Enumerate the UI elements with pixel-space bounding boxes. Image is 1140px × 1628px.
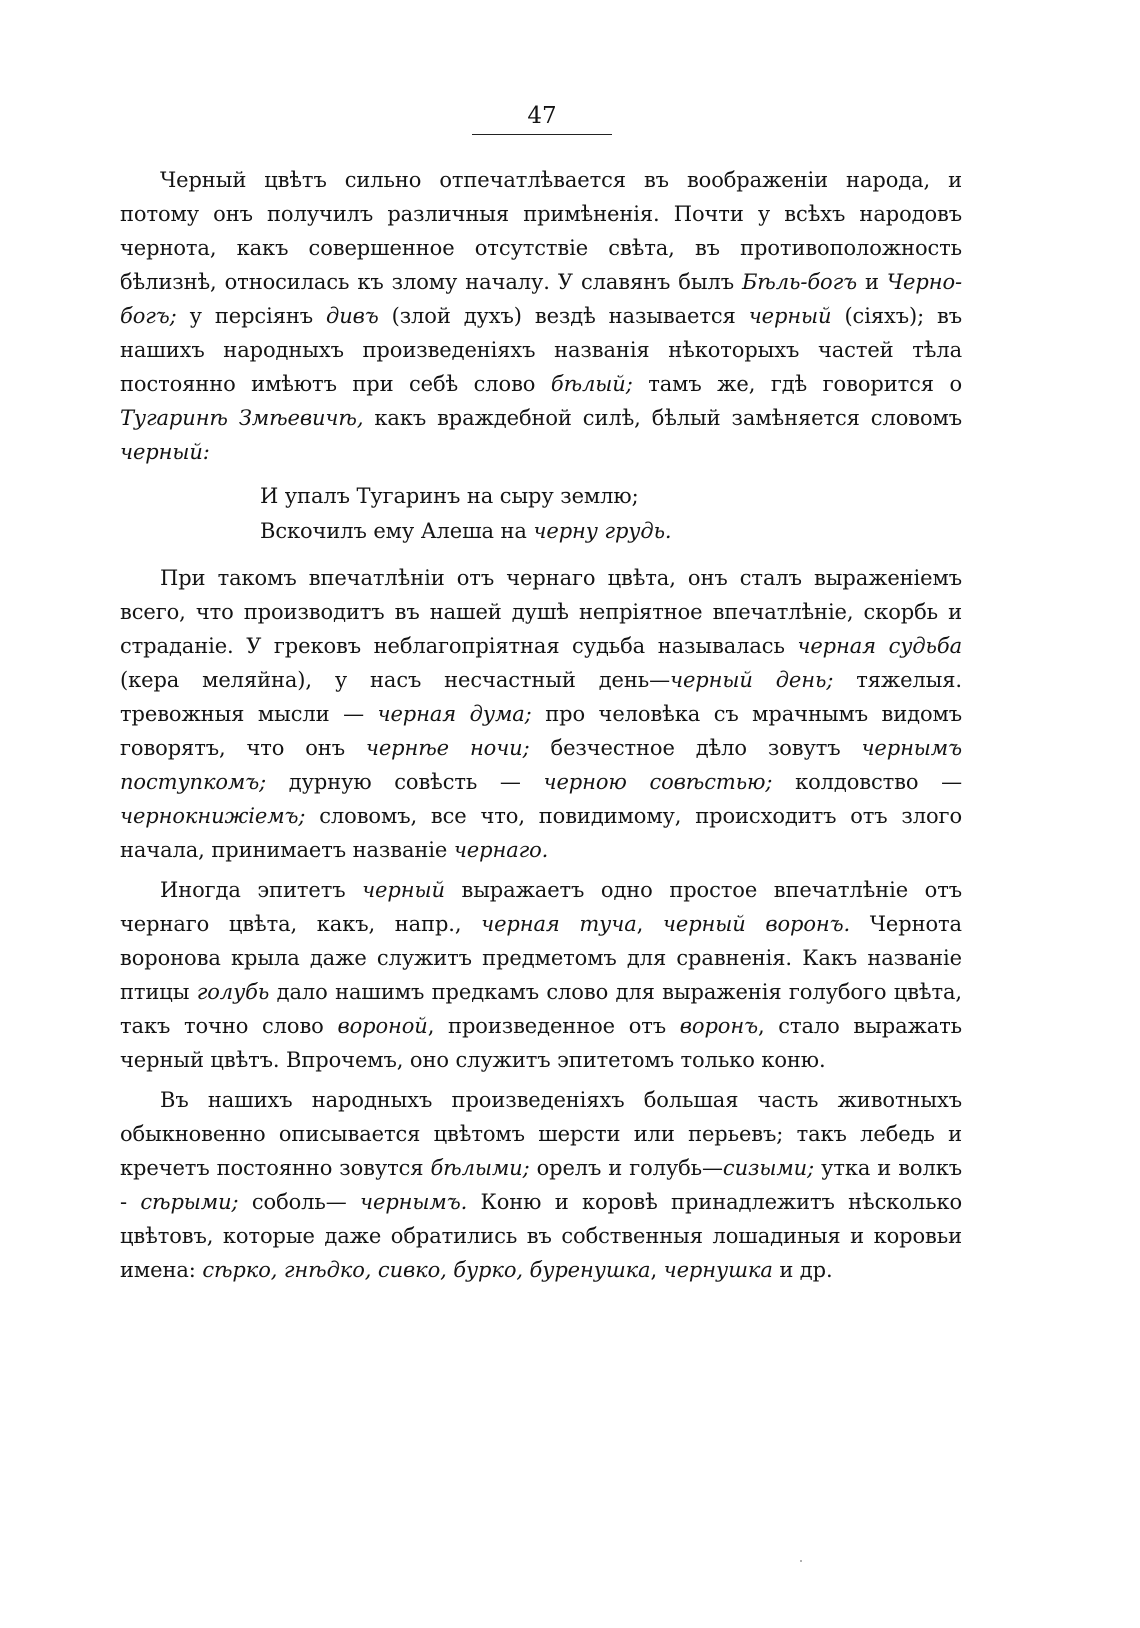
italic-term: черная дума; (377, 702, 532, 726)
paragraph (120, 873, 962, 1077)
text-run: Чернота воронова крыла даже служитъ предметомъ для сравненія. Какъ названіе птицы (120, 912, 962, 1004)
italic-term: чернѣе ночи; (365, 736, 530, 760)
text-run: выражаетъ одно простое впечатлѣніе отъ чернаго цвѣта, какъ, напр., (120, 878, 962, 936)
page-number: 47 (472, 100, 612, 135)
paragraphs-before-verse (120, 163, 962, 469)
paragraph (120, 561, 962, 867)
text-run: , произведенное отъ (427, 1014, 680, 1038)
italic-term: чернымъ поступкомъ; (120, 736, 963, 794)
italic-term: черный (362, 878, 445, 902)
italic-term: черну грудь. (533, 519, 672, 543)
text-run: орелъ и голубь— (529, 1156, 723, 1180)
text-run: колдовство — (772, 770, 963, 794)
text-run: И упалъ Тугаринъ на сыру землю; (260, 484, 639, 508)
italic-term: воронъ (679, 1014, 758, 1038)
text-run: утка и волкъ - (120, 1156, 962, 1214)
text-run: Въ нашихъ народныхъ произведеніяхъ большая часть животныхъ обыкновенно описывается цвѣтомъ шерсти или перьевъ; такъ лебедь и кречетъ постоянно зовутся (120, 1088, 962, 1180)
italic-term: Тугаринѣ Змѣевичѣ, (120, 406, 364, 430)
text-run: (злой духъ) вездѣ называется (378, 304, 749, 328)
italic-term: Черно-богъ; (120, 270, 962, 328)
text-run: и (857, 270, 887, 294)
text-run: соболь— (238, 1190, 361, 1214)
paragraph (120, 1083, 962, 1287)
text-run: у персіянъ (176, 304, 326, 328)
italic-term: черный (748, 304, 832, 328)
text-run: какъ враждебной силѣ, бѣлый замѣняется словомъ (363, 406, 962, 430)
text-run: безчестное дѣло зовутъ (529, 736, 862, 760)
italic-term: чернаго. (453, 838, 549, 862)
text-run: Черный цвѣтъ сильно отпечатлѣвается въ воображеніи народа, и потому онъ получилъ различныя примѣненія. Почти у всѣхъ народовъ чернота, какъ совершенное отсутствіе свѣта, въ противоположность бѣлизнѣ, относилась къ злому началу. У славянъ былъ (120, 168, 962, 294)
text-run: Коню и коровѣ принадлежитъ нѣсколько цвѣтовъ, которые даже обратились въ собственныя лошадиныя и коровьи имена: (120, 1190, 962, 1282)
text-run: дурную совѣсть — (266, 770, 544, 794)
italic-term: Бѣль-богъ (741, 270, 857, 294)
italic-term: бѣлыми; (430, 1156, 530, 1180)
italic-term: сѣрко, гнѣдко, сивко, бурко, буренушка (202, 1258, 651, 1282)
text-run: про человѣка съ мрачнымъ видомъ говорятъ, что онъ (120, 702, 962, 760)
page-body (120, 163, 962, 1287)
italic-term: черный воронъ. (662, 912, 851, 936)
italic-term: черная туча (481, 912, 637, 936)
verse-quote (260, 479, 962, 549)
italic-term: бѣлый; (550, 372, 633, 396)
text-run: При такомъ впечатлѣніи отъ чернаго цвѣта, онъ сталъ выраженіемъ всего, что производитъ въ нашей душѣ непріятное впечатлѣніе, скорбь и страданіе. У грековъ неблагопріятная судьба называлась (120, 566, 962, 658)
text-run: , (636, 912, 663, 936)
italic-term: вороной (337, 1014, 428, 1038)
text-run: (сіяхъ); въ нашихъ народныхъ произведеніяхъ названія нѣкоторыхъ частей тѣла постоянно имѣютъ при себѣ слово (120, 304, 962, 396)
italic-term: голубь (196, 980, 270, 1004)
text-run: дало нашимъ предкамъ слово для выраженія голубого цвѣта, такъ точно слово (120, 980, 962, 1038)
text-run: и др. (772, 1258, 833, 1282)
verse-line (260, 514, 962, 549)
verse-line (260, 479, 962, 514)
print-speck (800, 1560, 802, 1562)
text-run: тамъ же, гдѣ говорится о (632, 372, 962, 396)
italic-term: чернымъ. (360, 1190, 468, 1214)
italic-term: чернокнижіемъ; (120, 804, 306, 828)
italic-term: черный: (120, 440, 210, 464)
text-run: Иногда эпитетъ (160, 878, 363, 902)
italic-term: черною совѣстью; (543, 770, 773, 794)
text-run: словомъ, все что, повидимому, происходитъ отъ злого начала, принимаетъ названіе (120, 804, 962, 862)
text-run: , стало выражать черный цвѣтъ. Впрочемъ, оно служитъ эпитетомъ только коню. (120, 1014, 963, 1072)
paragraph (120, 163, 962, 469)
text-run: (кера меляйна), у насъ несчастный день— (120, 668, 671, 692)
text-run: тяжелыя. тревожныя мысли — (120, 668, 962, 726)
italic-term: чернушка (663, 1258, 773, 1282)
italic-term: сѣрыми; (140, 1190, 239, 1214)
text-run: Вскочилъ ему Алеша на (260, 519, 534, 543)
paragraphs-after-verse (120, 561, 962, 1287)
italic-term: черная судьба (797, 634, 963, 658)
italic-term: дивъ (325, 304, 379, 328)
italic-term: сизыми; (722, 1156, 815, 1180)
text-run: , (650, 1258, 664, 1282)
italic-term: черный день; (670, 668, 834, 692)
